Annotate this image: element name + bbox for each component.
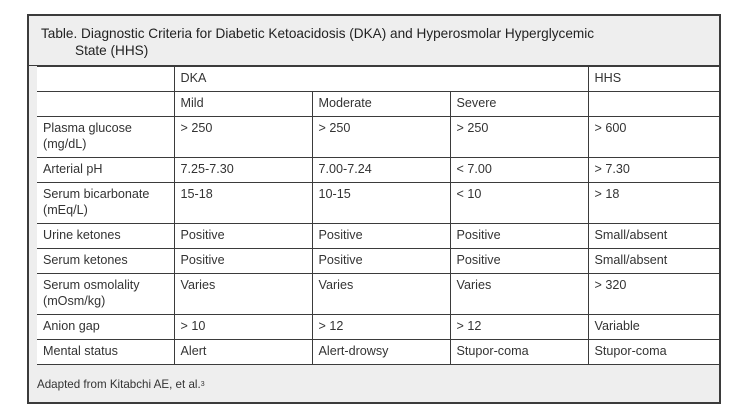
cell-moderate: > 12 <box>312 315 450 340</box>
cell-severe: Stupor-coma <box>450 340 588 365</box>
cell-mild: > 250 <box>174 117 312 158</box>
table-row <box>37 249 719 274</box>
cell-mild: Varies <box>174 274 312 315</box>
cell-moderate: 10-15 <box>312 183 450 224</box>
row-label: Plasma glucose (mg/dL) <box>37 117 174 158</box>
severity-header-hhs-empty <box>588 92 719 117</box>
cell-hhs: > 320 <box>588 274 719 315</box>
cell-moderate: Positive <box>312 249 450 274</box>
cell-mild: > 10 <box>174 315 312 340</box>
footnote-reference: 3 <box>200 381 205 388</box>
row-label: Anion gap <box>37 315 174 340</box>
category-header-dka: DKA <box>174 67 588 92</box>
cell-severe: < 7.00 <box>450 158 588 183</box>
cell-severe: Varies <box>450 274 588 315</box>
cell-severe: > 250 <box>450 117 588 158</box>
table-row <box>37 274 719 315</box>
cell-severe: Positive <box>450 224 588 249</box>
header-empty-cell <box>37 67 174 92</box>
row-label: Serum ketones <box>37 249 174 274</box>
cell-hhs: Small/absent <box>588 224 719 249</box>
table-frame <box>27 14 721 404</box>
cell-hhs: Small/absent <box>588 249 719 274</box>
row-label: Serum osmolality (mOsm/kg) <box>37 274 174 315</box>
cell-hhs: > 600 <box>588 117 719 158</box>
severity-header-row <box>37 92 719 117</box>
cell-moderate: 7.00-7.24 <box>312 158 450 183</box>
cell-severe: > 12 <box>450 315 588 340</box>
table-row <box>37 158 719 183</box>
cell-mild: Positive <box>174 224 312 249</box>
cell-mild: 7.25-7.30 <box>174 158 312 183</box>
category-header-row <box>37 67 719 92</box>
table-title-line-1: Table. Diagnostic Criteria for Diabetic Ketoacidosis (DKA) and Hyperosmolar Hyperglycemic <box>41 26 595 41</box>
cell-moderate: Alert-drowsy <box>312 340 450 365</box>
table-row <box>37 340 719 365</box>
table-row <box>37 315 719 340</box>
table-row <box>37 117 719 158</box>
cell-moderate: > 250 <box>312 117 450 158</box>
footnote-text: Adapted from Kitabchi AE, et al. <box>37 378 201 391</box>
cell-severe: < 10 <box>450 183 588 224</box>
severity-header-severe: Severe <box>450 92 588 117</box>
table-title-line-2: State (HHS) <box>75 43 149 58</box>
cell-severe: Positive <box>450 249 588 274</box>
severity-header-moderate: Moderate <box>312 92 450 117</box>
cell-moderate: Varies <box>312 274 450 315</box>
severity-empty-cell <box>37 92 174 117</box>
cell-hhs: > 7.30 <box>588 158 719 183</box>
row-label: Mental status <box>37 340 174 365</box>
cell-mild: 15-18 <box>174 183 312 224</box>
cell-mild: Positive <box>174 249 312 274</box>
diagnostic-criteria-table <box>37 66 719 365</box>
row-label: Urine ketones <box>37 224 174 249</box>
table-title <box>29 16 719 66</box>
table-row <box>37 183 719 224</box>
cell-mild: Alert <box>174 340 312 365</box>
table-row <box>37 224 719 249</box>
category-header-hhs: HHS <box>588 67 719 92</box>
row-label: Serum bicarbonate (mEq/L) <box>37 183 174 224</box>
table-footnote <box>37 378 205 392</box>
row-label: Arterial pH <box>37 158 174 183</box>
cell-hhs: Stupor-coma <box>588 340 719 365</box>
cell-hhs: > 18 <box>588 183 719 224</box>
severity-header-mild: Mild <box>174 92 312 117</box>
cell-moderate: Positive <box>312 224 450 249</box>
cell-hhs: Variable <box>588 315 719 340</box>
